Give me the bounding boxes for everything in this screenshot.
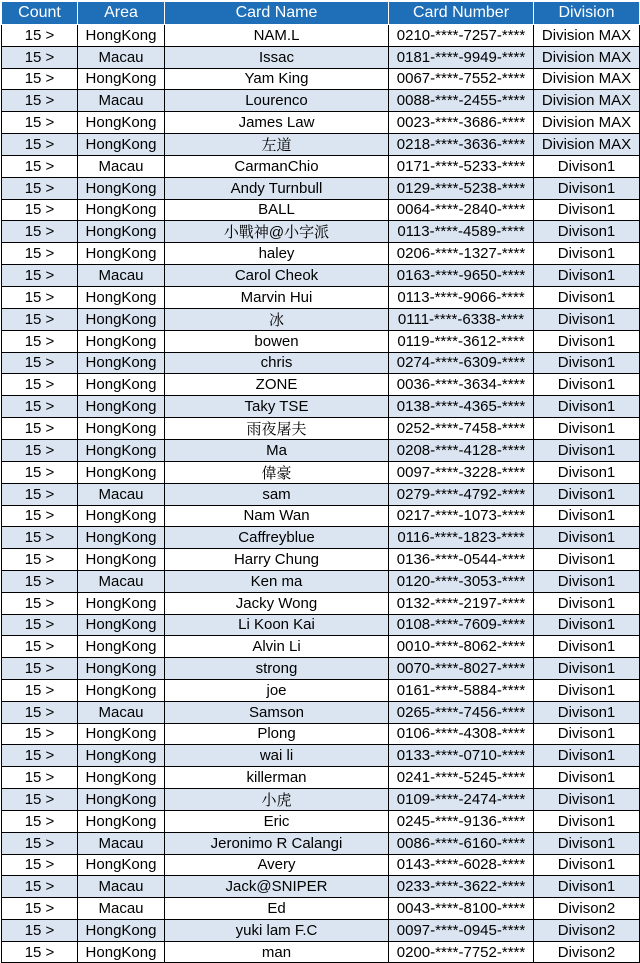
area-cell: HongKong bbox=[78, 679, 165, 701]
division-cell: Divison1 bbox=[534, 658, 640, 680]
table-row bbox=[2, 68, 640, 90]
count-cell: 15 > bbox=[2, 25, 78, 47]
division-cell: Divison1 bbox=[534, 745, 640, 767]
card-number-cell: 0023-****-3686-**** bbox=[389, 112, 534, 134]
table-row bbox=[2, 941, 640, 963]
card-name-cell: Carol Cheok bbox=[165, 265, 389, 287]
division-cell: Divison1 bbox=[534, 243, 640, 265]
count-cell: 15 > bbox=[2, 810, 78, 832]
card-number-cell: 0163-****-9650-**** bbox=[389, 265, 534, 287]
area-cell: HongKong bbox=[78, 505, 165, 527]
division-cell: Divison1 bbox=[534, 461, 640, 483]
card-number-cell: 0132-****-2197-**** bbox=[389, 592, 534, 614]
card-number-cell: 0181-****-9949-**** bbox=[389, 46, 534, 68]
card-number-cell: 0129-****-5238-**** bbox=[389, 177, 534, 199]
card-number-cell: 0108-****-7609-**** bbox=[389, 614, 534, 636]
column-header-division: Division bbox=[534, 2, 640, 25]
count-cell: 15 > bbox=[2, 265, 78, 287]
division-cell: Divison1 bbox=[534, 549, 640, 571]
count-cell: 15 > bbox=[2, 788, 78, 810]
division-cell: Divison1 bbox=[534, 767, 640, 789]
table-row bbox=[2, 810, 640, 832]
table-row bbox=[2, 876, 640, 898]
card-number-cell: 0241-****-5245-**** bbox=[389, 767, 534, 789]
card-number-cell: 0113-****-4589-**** bbox=[389, 221, 534, 243]
table-row bbox=[2, 505, 640, 527]
count-cell: 15 > bbox=[2, 68, 78, 90]
table-row bbox=[2, 243, 640, 265]
area-cell: HongKong bbox=[78, 919, 165, 941]
table-row bbox=[2, 832, 640, 854]
area-cell: HongKong bbox=[78, 592, 165, 614]
table-row bbox=[2, 177, 640, 199]
card-number-cell: 0113-****-9066-**** bbox=[389, 286, 534, 308]
area-cell: HongKong bbox=[78, 374, 165, 396]
count-cell: 15 > bbox=[2, 614, 78, 636]
card-name-cell: NAM.L bbox=[165, 25, 389, 47]
division-cell: Divison1 bbox=[534, 417, 640, 439]
area-cell: HongKong bbox=[78, 658, 165, 680]
count-cell: 15 > bbox=[2, 876, 78, 898]
count-cell: 15 > bbox=[2, 90, 78, 112]
card-name-cell: 偉豪 bbox=[165, 461, 389, 483]
area-cell: HongKong bbox=[78, 286, 165, 308]
card-name-cell: sam bbox=[165, 483, 389, 505]
table-row bbox=[2, 854, 640, 876]
division-cell: Divison1 bbox=[534, 483, 640, 505]
count-cell: 15 > bbox=[2, 549, 78, 571]
card-number-cell: 0111-****-6338-**** bbox=[389, 308, 534, 330]
area-cell: Macau bbox=[78, 832, 165, 854]
table-row bbox=[2, 898, 640, 920]
header-row bbox=[2, 2, 640, 25]
area-cell: HongKong bbox=[78, 636, 165, 658]
card-number-cell: 0088-****-2455-**** bbox=[389, 90, 534, 112]
card-number-cell: 0245-****-9136-**** bbox=[389, 810, 534, 832]
division-cell: Divison1 bbox=[534, 396, 640, 418]
count-cell: 15 > bbox=[2, 417, 78, 439]
area-cell: HongKong bbox=[78, 133, 165, 155]
card-name-cell: killerman bbox=[165, 767, 389, 789]
division-cell: Divison1 bbox=[534, 854, 640, 876]
count-cell: 15 > bbox=[2, 592, 78, 614]
division-cell: Divison1 bbox=[534, 286, 640, 308]
count-cell: 15 > bbox=[2, 767, 78, 789]
area-cell: HongKong bbox=[78, 767, 165, 789]
table-row bbox=[2, 767, 640, 789]
card-name-cell: yuki lam F.C bbox=[165, 919, 389, 941]
card-name-cell: Lourenco bbox=[165, 90, 389, 112]
card-name-cell: chris bbox=[165, 352, 389, 374]
card-name-cell: haley bbox=[165, 243, 389, 265]
table-body bbox=[2, 25, 640, 963]
card-number-cell: 0200-****-7752-**** bbox=[389, 941, 534, 963]
card-name-cell: Li Koon Kai bbox=[165, 614, 389, 636]
count-cell: 15 > bbox=[2, 199, 78, 221]
division-cell: Divison1 bbox=[534, 199, 640, 221]
card-name-cell: Yam King bbox=[165, 68, 389, 90]
card-number-cell: 0119-****-3612-**** bbox=[389, 330, 534, 352]
card-name-cell: Ed bbox=[165, 898, 389, 920]
card-name-cell: 小虎 bbox=[165, 788, 389, 810]
card-name-cell: Avery bbox=[165, 854, 389, 876]
table-row bbox=[2, 614, 640, 636]
ranking-table bbox=[1, 1, 640, 963]
card-number-cell: 0120-****-3053-**** bbox=[389, 570, 534, 592]
division-cell: Divison1 bbox=[534, 155, 640, 177]
card-name-cell: Harry Chung bbox=[165, 549, 389, 571]
division-cell: Division MAX bbox=[534, 112, 640, 134]
count-cell: 15 > bbox=[2, 461, 78, 483]
area-cell: Macau bbox=[78, 570, 165, 592]
card-number-cell: 0279-****-4792-**** bbox=[389, 483, 534, 505]
division-cell: Division MAX bbox=[534, 68, 640, 90]
division-cell: Divison1 bbox=[534, 832, 640, 854]
table-row bbox=[2, 636, 640, 658]
table-row bbox=[2, 483, 640, 505]
table-row bbox=[2, 919, 640, 941]
count-cell: 15 > bbox=[2, 745, 78, 767]
division-cell: Divison1 bbox=[534, 592, 640, 614]
division-cell: Division MAX bbox=[534, 46, 640, 68]
card-number-cell: 0106-****-4308-**** bbox=[389, 723, 534, 745]
card-name-cell: CarmanChio bbox=[165, 155, 389, 177]
table-row bbox=[2, 592, 640, 614]
card-number-cell: 0252-****-7458-**** bbox=[389, 417, 534, 439]
card-name-cell: Caffreyblue bbox=[165, 527, 389, 549]
area-cell: HongKong bbox=[78, 112, 165, 134]
count-cell: 15 > bbox=[2, 898, 78, 920]
card-name-cell: Samson bbox=[165, 701, 389, 723]
area-cell: Macau bbox=[78, 265, 165, 287]
card-number-cell: 0097-****-3228-**** bbox=[389, 461, 534, 483]
card-name-cell: Plong bbox=[165, 723, 389, 745]
area-cell: Macau bbox=[78, 898, 165, 920]
count-cell: 15 > bbox=[2, 177, 78, 199]
card-number-cell: 0116-****-1823-**** bbox=[389, 527, 534, 549]
card-number-cell: 0161-****-5884-**** bbox=[389, 679, 534, 701]
card-name-cell: BALL bbox=[165, 199, 389, 221]
area-cell: HongKong bbox=[78, 461, 165, 483]
area-cell: Macau bbox=[78, 701, 165, 723]
count-cell: 15 > bbox=[2, 658, 78, 680]
table-row bbox=[2, 658, 640, 680]
count-cell: 15 > bbox=[2, 854, 78, 876]
division-cell: Divison1 bbox=[534, 352, 640, 374]
count-cell: 15 > bbox=[2, 832, 78, 854]
count-cell: 15 > bbox=[2, 723, 78, 745]
card-number-cell: 0133-****-0710-**** bbox=[389, 745, 534, 767]
column-header-area: Area bbox=[78, 2, 165, 25]
division-cell: Division MAX bbox=[534, 133, 640, 155]
card-number-cell: 0036-****-3634-**** bbox=[389, 374, 534, 396]
division-cell: Divison1 bbox=[534, 876, 640, 898]
card-name-cell: man bbox=[165, 941, 389, 963]
card-name-cell: bowen bbox=[165, 330, 389, 352]
division-cell: Divison1 bbox=[534, 374, 640, 396]
division-cell: Divison2 bbox=[534, 941, 640, 963]
area-cell: HongKong bbox=[78, 352, 165, 374]
card-number-cell: 0274-****-6309-**** bbox=[389, 352, 534, 374]
area-cell: HongKong bbox=[78, 330, 165, 352]
count-cell: 15 > bbox=[2, 483, 78, 505]
card-name-cell: Eric bbox=[165, 810, 389, 832]
table-row bbox=[2, 745, 640, 767]
card-number-cell: 0064-****-2840-**** bbox=[389, 199, 534, 221]
division-cell: Divison2 bbox=[534, 919, 640, 941]
count-cell: 15 > bbox=[2, 243, 78, 265]
area-cell: Macau bbox=[78, 876, 165, 898]
area-cell: HongKong bbox=[78, 221, 165, 243]
area-cell: HongKong bbox=[78, 243, 165, 265]
area-cell: HongKong bbox=[78, 723, 165, 745]
count-cell: 15 > bbox=[2, 352, 78, 374]
table-row bbox=[2, 90, 640, 112]
count-cell: 15 > bbox=[2, 439, 78, 461]
count-cell: 15 > bbox=[2, 308, 78, 330]
division-cell: Division MAX bbox=[534, 25, 640, 47]
area-cell: HongKong bbox=[78, 68, 165, 90]
table-row bbox=[2, 155, 640, 177]
card-name-cell: 小戰神@小字派 bbox=[165, 221, 389, 243]
division-cell: Divison1 bbox=[534, 788, 640, 810]
card-name-cell: Issac bbox=[165, 46, 389, 68]
division-cell: Divison1 bbox=[534, 308, 640, 330]
card-name-cell: Ken ma bbox=[165, 570, 389, 592]
card-name-cell: joe bbox=[165, 679, 389, 701]
card-name-cell: Nam Wan bbox=[165, 505, 389, 527]
division-cell: Divison1 bbox=[534, 723, 640, 745]
division-cell: Divison1 bbox=[534, 330, 640, 352]
column-header-card-name: Card Name bbox=[165, 2, 389, 25]
table-row bbox=[2, 330, 640, 352]
area-cell: Macau bbox=[78, 483, 165, 505]
area-cell: HongKong bbox=[78, 788, 165, 810]
table-row bbox=[2, 25, 640, 47]
division-cell: Divison2 bbox=[534, 898, 640, 920]
table-row bbox=[2, 701, 640, 723]
count-cell: 15 > bbox=[2, 396, 78, 418]
table-row bbox=[2, 352, 640, 374]
area-cell: HongKong bbox=[78, 614, 165, 636]
card-name-cell: 冰 bbox=[165, 308, 389, 330]
count-cell: 15 > bbox=[2, 505, 78, 527]
area-cell: HongKong bbox=[78, 25, 165, 47]
count-cell: 15 > bbox=[2, 941, 78, 963]
division-cell: Divison1 bbox=[534, 679, 640, 701]
count-cell: 15 > bbox=[2, 919, 78, 941]
table-row bbox=[2, 549, 640, 571]
card-number-cell: 0109-****-2474-**** bbox=[389, 788, 534, 810]
table-row bbox=[2, 461, 640, 483]
count-cell: 15 > bbox=[2, 155, 78, 177]
division-cell: Divison1 bbox=[534, 570, 640, 592]
card-number-cell: 0206-****-1327-**** bbox=[389, 243, 534, 265]
count-cell: 15 > bbox=[2, 46, 78, 68]
table-header bbox=[2, 2, 640, 25]
column-header-card-number: Card Number bbox=[389, 2, 534, 25]
card-number-cell: 0010-****-8062-**** bbox=[389, 636, 534, 658]
table-row bbox=[2, 417, 640, 439]
area-cell: HongKong bbox=[78, 854, 165, 876]
count-cell: 15 > bbox=[2, 679, 78, 701]
card-name-cell: Taky TSE bbox=[165, 396, 389, 418]
division-cell: Divison1 bbox=[534, 810, 640, 832]
area-cell: HongKong bbox=[78, 177, 165, 199]
table-row bbox=[2, 723, 640, 745]
card-name-cell: 左道 bbox=[165, 133, 389, 155]
count-cell: 15 > bbox=[2, 221, 78, 243]
card-number-cell: 0138-****-4365-**** bbox=[389, 396, 534, 418]
count-cell: 15 > bbox=[2, 527, 78, 549]
area-cell: HongKong bbox=[78, 941, 165, 963]
table-row bbox=[2, 439, 640, 461]
table-row bbox=[2, 112, 640, 134]
card-number-cell: 0086-****-6160-**** bbox=[389, 832, 534, 854]
count-cell: 15 > bbox=[2, 133, 78, 155]
card-name-cell: Jacky Wong bbox=[165, 592, 389, 614]
card-number-cell: 0233-****-3622-**** bbox=[389, 876, 534, 898]
area-cell: HongKong bbox=[78, 527, 165, 549]
table-row bbox=[2, 679, 640, 701]
area-cell: Macau bbox=[78, 155, 165, 177]
card-number-cell: 0070-****-8027-**** bbox=[389, 658, 534, 680]
table-row bbox=[2, 374, 640, 396]
card-number-cell: 0097-****-0945-**** bbox=[389, 919, 534, 941]
card-number-cell: 0265-****-7456-**** bbox=[389, 701, 534, 723]
card-number-cell: 0171-****-5233-**** bbox=[389, 155, 534, 177]
division-cell: Division MAX bbox=[534, 90, 640, 112]
table-row bbox=[2, 199, 640, 221]
division-cell: Divison1 bbox=[534, 221, 640, 243]
table-row bbox=[2, 396, 640, 418]
division-cell: Divison1 bbox=[534, 439, 640, 461]
division-cell: Divison1 bbox=[534, 265, 640, 287]
division-cell: Divison1 bbox=[534, 636, 640, 658]
table-row bbox=[2, 221, 640, 243]
division-cell: Divison1 bbox=[534, 527, 640, 549]
count-cell: 15 > bbox=[2, 330, 78, 352]
card-number-cell: 0136-****-0544-**** bbox=[389, 549, 534, 571]
count-cell: 15 > bbox=[2, 374, 78, 396]
table-row bbox=[2, 308, 640, 330]
area-cell: Macau bbox=[78, 46, 165, 68]
count-cell: 15 > bbox=[2, 701, 78, 723]
card-number-cell: 0043-****-8100-**** bbox=[389, 898, 534, 920]
area-cell: HongKong bbox=[78, 549, 165, 571]
division-cell: Divison1 bbox=[534, 701, 640, 723]
area-cell: HongKong bbox=[78, 396, 165, 418]
card-name-cell: 雨夜屠夫 bbox=[165, 417, 389, 439]
table-row bbox=[2, 265, 640, 287]
area-cell: HongKong bbox=[78, 308, 165, 330]
division-cell: Divison1 bbox=[534, 505, 640, 527]
table-row bbox=[2, 527, 640, 549]
card-name-cell: wai li bbox=[165, 745, 389, 767]
count-cell: 15 > bbox=[2, 636, 78, 658]
table-row bbox=[2, 570, 640, 592]
table-row bbox=[2, 133, 640, 155]
count-cell: 15 > bbox=[2, 112, 78, 134]
card-number-cell: 0067-****-7552-**** bbox=[389, 68, 534, 90]
table-row bbox=[2, 788, 640, 810]
card-name-cell: James Law bbox=[165, 112, 389, 134]
table-row bbox=[2, 46, 640, 68]
division-cell: Divison1 bbox=[534, 177, 640, 199]
card-number-cell: 0143-****-6028-**** bbox=[389, 854, 534, 876]
card-name-cell: ZONE bbox=[165, 374, 389, 396]
division-cell: Divison1 bbox=[534, 614, 640, 636]
card-name-cell: Marvin Hui bbox=[165, 286, 389, 308]
count-cell: 15 > bbox=[2, 286, 78, 308]
card-name-cell: Alvin Li bbox=[165, 636, 389, 658]
area-cell: HongKong bbox=[78, 810, 165, 832]
card-name-cell: Jack@SNIPER bbox=[165, 876, 389, 898]
area-cell: HongKong bbox=[78, 439, 165, 461]
area-cell: Macau bbox=[78, 90, 165, 112]
card-number-cell: 0210-****-7257-**** bbox=[389, 25, 534, 47]
card-name-cell: Andy Turnbull bbox=[165, 177, 389, 199]
area-cell: HongKong bbox=[78, 417, 165, 439]
column-header-count: Count bbox=[2, 2, 78, 25]
area-cell: HongKong bbox=[78, 199, 165, 221]
table-row bbox=[2, 286, 640, 308]
count-cell: 15 > bbox=[2, 570, 78, 592]
card-number-cell: 0217-****-1073-**** bbox=[389, 505, 534, 527]
card-name-cell: strong bbox=[165, 658, 389, 680]
card-name-cell: Jeronimo R Calangi bbox=[165, 832, 389, 854]
area-cell: HongKong bbox=[78, 745, 165, 767]
card-number-cell: 0208-****-4128-**** bbox=[389, 439, 534, 461]
card-name-cell: Ma bbox=[165, 439, 389, 461]
card-number-cell: 0218-****-3636-**** bbox=[389, 133, 534, 155]
